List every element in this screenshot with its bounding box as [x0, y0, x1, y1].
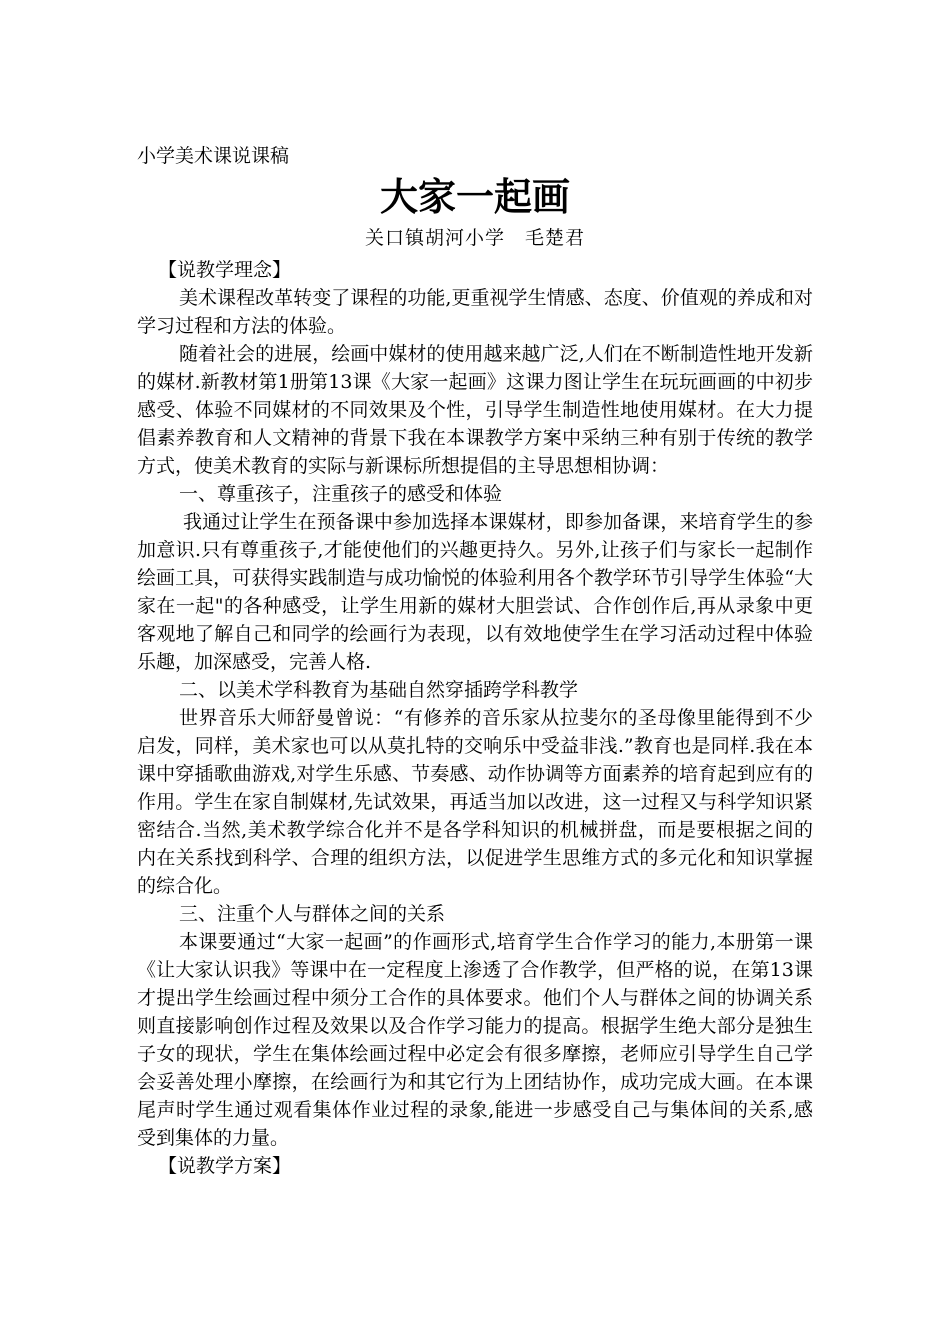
paragraph: 我通过让学生在预备课中参加选择本课媒材，即参加备课，来培育学生的参加意识.只有尊重孩子,才能使他们的兴趣更持久。另外,让孩子们与家长一起制作绘画工具，可获得实践制造与成功愉悦的体验利用各个教学环节引导学生体验“大家在一起"的各种感受，让学生用新的媒材大胆尝试、合作创作后,再从录象中更客观地了解自己和同学的绘画行为表现，以有效地使学生在学习活动过程中体验乐趣，加深感受，完善人格. [137, 511, 813, 673]
subheading: 二、以美术学科教育为基础自然穿插跨学科教学 [179, 679, 579, 701]
section-header-teaching-plan: 【说教学方案】 [158, 1155, 292, 1177]
document-body [137, 138, 813, 1180]
paragraph: 世界音乐大师舒曼曾说：“有修养的音乐家从拉斐尔的圣母像里能得到不少启发，同样，美术家也可以从莫扎特的交响乐中受益非浅.”教育也是同样.我在本课中穿插歌曲游戏,对学生乐感、节奏感、动作协调等方面素养的培育起到应有的作用。学生在家自制媒材,先试效果，再适当加以改进，这一过程又与科学知识紧密结合.当然,美术教学综合化并不是各学科知识的机械拼盘，而是要根据之间的内在关系找到科学、合理的组织方法，以促进学生思维方式的多元化和知识掌握的综合化。 [137, 707, 813, 897]
paragraph: 美术课程改革转变了课程的功能,更重视学生情感、态度、价值观的养成和对学习过程和方法的体验。 [137, 287, 813, 337]
section-header-teaching-concept: 【说教学理念】 [158, 259, 292, 281]
paragraph: 本课要通过“大家一起画”的作画形式,培育学生合作学习的能力,本册第一课《让大家认识我》等课中在一定程度上渗透了合作教学，但严格的说，在第13课才提出学生绘画过程中须分工合作的具体要求。他们个人与群体之间的协调关系则直接影响创作过程及效果以及合作学习能力的提高。根据学生绝大部分是独生子女的现状，学生在集体绘画过程中必定会有很多摩擦，老师应引导学生自己学会妥善处理小摩擦，在绘画行为和其它行为上团结协作，成功完成大画。在本课尾声时学生通过观看集体作业过程的录象,能进一步感受自己与集体间的关系,感受到集体的力量。 [137, 931, 813, 1149]
document-label: 小学美术课说课稿 [137, 145, 290, 167]
document-title: 大家一起画 [379, 174, 570, 219]
paragraph: 随着社会的进展，绘画中媒材的使用越来越广泛,人们在不断制造性地开发新的媒材.新教材第1册第13课《大家一起画》这课力图让学生在玩玩画画的中初步感受、体验不同媒材的不同效果及个性，引导学生制造性地使用媒材。在大力提倡素养教育和人文精神的背景下我在本课教学方案中采纳三种有别于传统的教学方式，使美术教育的实际与新课标所想提倡的主导思想相协调： [137, 343, 813, 477]
subheading: 三、注重个人与群体之间的关系 [179, 903, 446, 925]
subheading: 一、尊重孩子，注重孩子的感受和体验 [179, 483, 503, 505]
document-author: 关口镇胡河小学 毛楚君 [364, 227, 585, 249]
